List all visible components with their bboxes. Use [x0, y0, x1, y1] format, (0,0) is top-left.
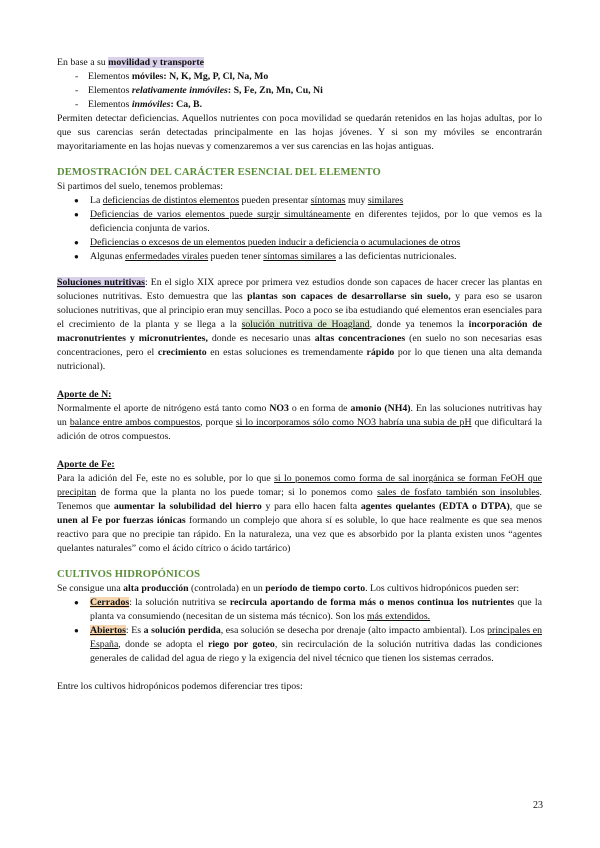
hidroponicos-intro: Se consigue una alta producción (controlada) en un período de tiempo corto. Los cultivos hidropónicos pueden ser: — [57, 583, 520, 594]
list-item: ● Abiertos: Es a solución perdida, esa solución se desecha por drenaje (alto impacto ambiental). Los principales en España, donde se adopta el riego por goteo, sin recirculación de la solución nutritiva dadas las condiciones generales de calidad del agua de riego y la exigencia del nivel técnico que tienen los sistemas cerrados. — [57, 624, 542, 666]
list-item: ● La deficiencias de distintos elementos pueden presentar síntomas muy similares — [57, 194, 542, 208]
list-item: ● Deficiencias o excesos de un elementos pueden inducir a deficiencia o acumulaciones de otros — [57, 236, 542, 250]
aporte-n-heading: Aporte de N: — [57, 389, 112, 400]
abiertos-label: Abiertos — [90, 625, 126, 636]
section-heading-hidroponicos: CULTIVOS HIDROPÓNICOS — [57, 569, 201, 580]
demostracion-list — [57, 194, 542, 264]
aporte-n-paragraph: Normalmente el aporte de nitrógeno está tanto como NO3 o en forma de amonio (NH4). En las soluciones nutritivas hay un balance entre ambos compuestos, porque si lo incorporamos sólo como NO3 habría una subia de pH que dificultará la adición de otros compuestos. — [57, 403, 542, 442]
demostracion-intro: Si partimos del suelo, tenemos problemas: — [57, 181, 223, 192]
movilidad-intro: En base a su movilidad y transporte — [57, 57, 204, 68]
page-number: 23 — [533, 800, 543, 811]
hidroponicos-closing: Entre los cultivos hidropónicos podemos diferenciar tres tipos: — [57, 681, 303, 692]
soluciones-label: Soluciones nutritivas — [57, 277, 145, 288]
movilidad-highlight: movilidad y transporte — [108, 57, 204, 68]
movilidad-list — [57, 70, 542, 112]
movilidad-paragraph: Permiten detectar deficiencias. Aquellos nutrientes con poca movilidad se quedarán retenidos en las hojas adultas, por lo que sus carencias serán detectadas principalmente en las hojas jóvenes. Y si son my móviles se encontrarán mayoritariamente en las hojas nuevas y comenzaremos a ver sus carencias en las hojas antiguas. — [57, 113, 542, 152]
list-item: ● Cerrados: la solución nutritiva se recircula aportando de forma más o menos continua los nutrientes que la planta va consumiendo (necesitan de un sistema más técnico). Son los más extendidos. — [57, 596, 542, 624]
aporte-fe-paragraph: Para la adición del Fe, este no es soluble, por lo que si lo ponemos como forma de sal inorgánica se forman FeOH que precipitan de forma que la planta no los puede tomar; si lo ponemos como sales de fosfato también son insolubles. Tenemos que aumentar la solubilidad del hierro y para ello hacen falta agentes quelantes (EDTA o DTPA), que se unen al Fe por fuerzas iónicas formando un complejo que ahora sí es soluble, lo que hace realmente es que sea menos reactivo para que no precipie tan rápido. En la naturaleza, una vez que es absorbido por la planta existen unos “agentes quelantes naturales” como el ácido cítrico o ácido tartárico) — [57, 473, 543, 554]
list-item: ● Deficiencias de varios elementos puede surgir simultáneamente en diferentes tejidos, por lo que vemos es la deficiencia conjunta de varios. — [57, 208, 542, 236]
list-item: - Elementos relativamente inmóviles: S, Fe, Zn, Mn, Cu, Ni — [57, 84, 542, 98]
hidroponicos-list — [57, 596, 542, 666]
cerrados-label: Cerrados — [90, 597, 130, 608]
section-heading-demostracion: DEMOSTRACIÓN DEL CARÁCTER ESENCIAL DEL ELEMENTO — [57, 167, 381, 178]
soluciones-paragraph: Soluciones nutritivas: En el siglo XIX aprece por primera vez estudios donde son capaces de hacer crecer las plantas en soluciones nutritivas. Esto demuestra que las plantas son capaces de desarrollarse sin suelo, y para eso se usaron soluciones nutritivas, que al principio eran muy sencillas. Poco a poco se iba estudiando qué elementos eran esenciales para el crecimiento de la planta y se llega a la solución nutritiva de Hoagland, donde ya tenemos la incorporación de macronutrientes y micronutrientes, donde es necesario unas altas concentraciones (en suelo no son necesarias esas concentraciones, pero el crecimiento en estas soluciones es tremendamente rápido por lo que tienen una alta demanda nutricional). — [57, 277, 543, 372]
page-content — [57, 56, 542, 694]
aporte-fe-heading: Aporte de Fe: — [57, 459, 115, 470]
hoagland-highlight: solución nutritiva de Hoagland — [241, 319, 370, 330]
list-item: ● Algunas enfermedades virales pueden tener síntomas similares a las deficientas nutricionales. — [57, 250, 542, 264]
list-item: - Elementos inmóviles: Ca, B. — [57, 98, 542, 112]
list-item: - Elementos móviles: N, K, Mg, P, Cl, Na, Mo — [57, 70, 542, 84]
